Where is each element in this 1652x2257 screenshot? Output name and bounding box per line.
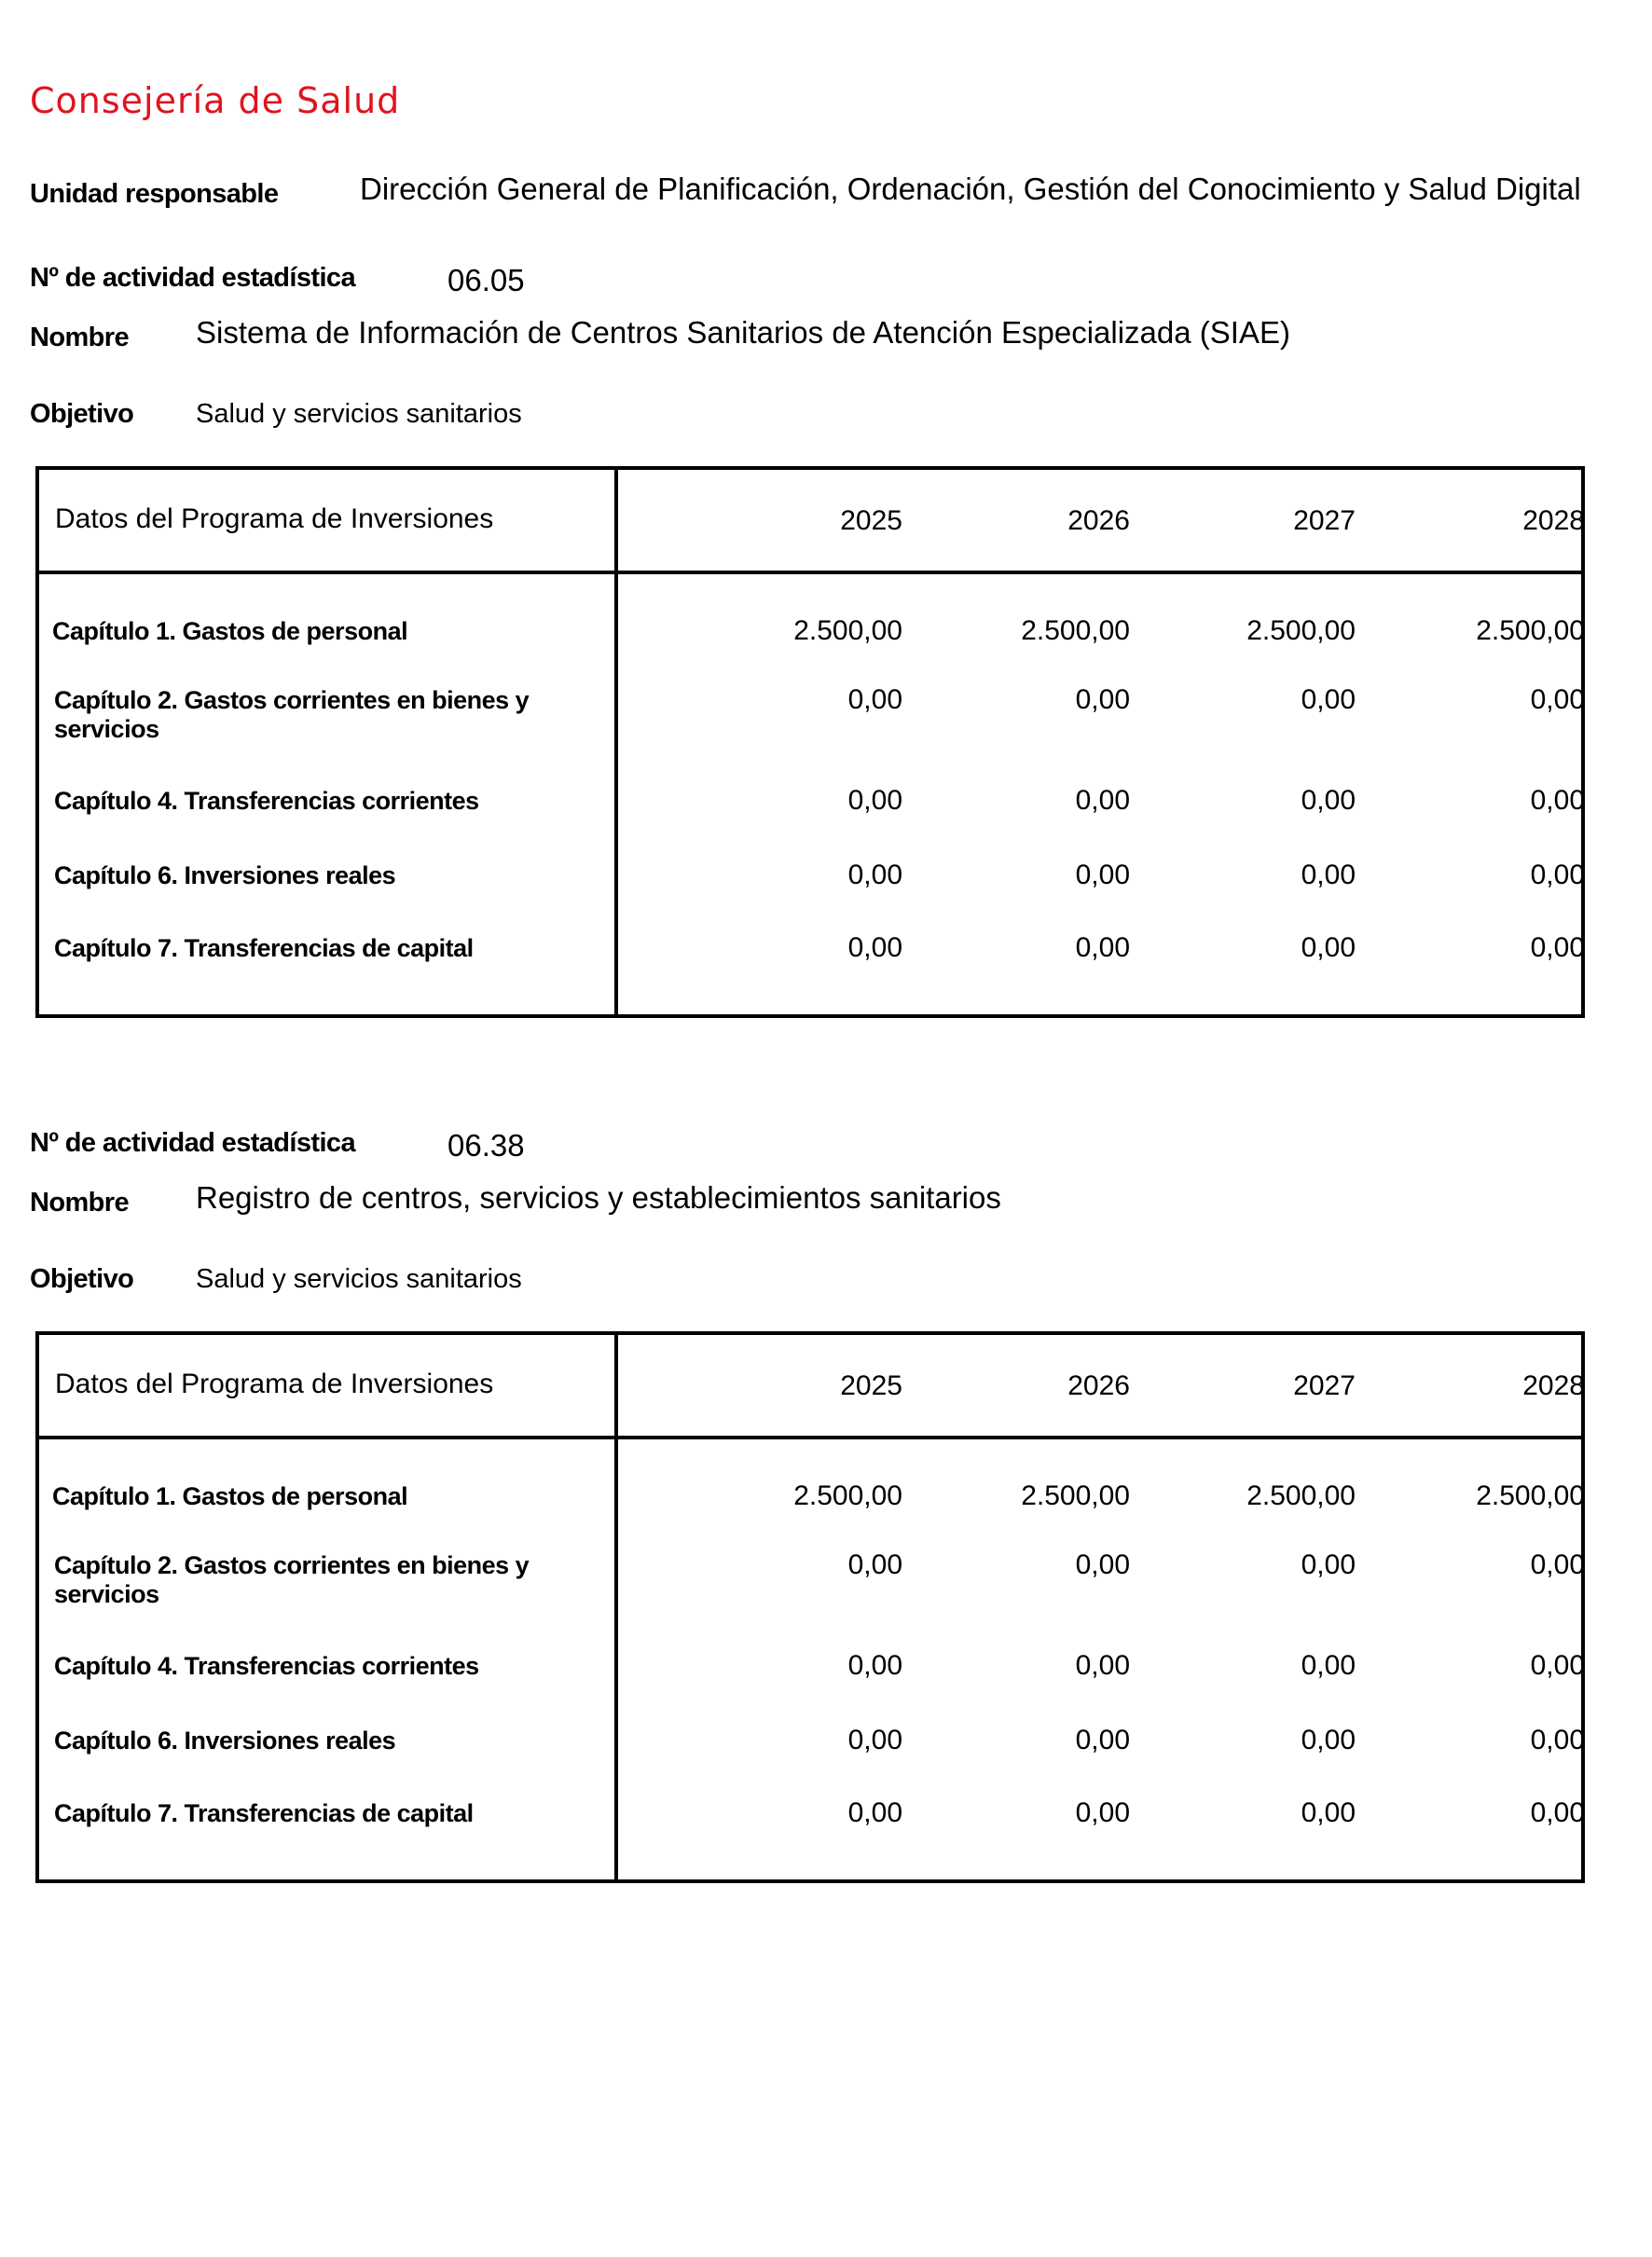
year-header: 2028 bbox=[1522, 1370, 1585, 1401]
department-title: Consejería de Salud bbox=[30, 80, 401, 121]
table-cell: 0,00 bbox=[1530, 1549, 1585, 1580]
table-cell: 0,00 bbox=[847, 785, 902, 816]
year-header: 2025 bbox=[840, 1370, 902, 1401]
table-header-label: Datos del Programa de Inversiones bbox=[55, 1369, 494, 1399]
actividad-label: Nº de actividad estadística bbox=[30, 263, 355, 293]
table-cell: 2.500,00 bbox=[1021, 1480, 1130, 1511]
table-cell: 0,00 bbox=[1301, 1650, 1356, 1681]
table-cell: 0,00 bbox=[1530, 1650, 1585, 1681]
chapter-label: Capítulo 6. Inversiones reales bbox=[54, 861, 396, 889]
table-cell: 0,00 bbox=[1301, 1549, 1356, 1580]
objetivo-label: Objetivo bbox=[30, 399, 134, 429]
objetivo-label: Objetivo bbox=[30, 1264, 134, 1294]
table-cell: 0,00 bbox=[1530, 785, 1585, 816]
table-cell: 0,00 bbox=[1075, 785, 1130, 816]
table-cell: 2.500,00 bbox=[1246, 615, 1356, 646]
chapter-label: Capítulo 4. Transferencias corrientes bbox=[54, 787, 479, 815]
table-cell: 0,00 bbox=[1301, 785, 1356, 816]
chapter-label: Capítulo 1. Gastos de personal bbox=[52, 617, 408, 645]
table-cell: 0,00 bbox=[1075, 1725, 1130, 1755]
table-cell: 2.500,00 bbox=[793, 615, 902, 646]
table-cell: 0,00 bbox=[1075, 1650, 1130, 1681]
column-divider bbox=[614, 1335, 618, 1879]
actividad-number: 06.38 bbox=[447, 1128, 525, 1163]
nombre-label: Nombre bbox=[30, 323, 129, 352]
table-cell: 0,00 bbox=[1530, 860, 1585, 890]
year-header: 2025 bbox=[840, 505, 902, 536]
table-cell: 0,00 bbox=[1530, 932, 1585, 963]
table-cell: 2.500,00 bbox=[1476, 615, 1585, 646]
chapter-label: Capítulo 4. Transferencias corrientes bbox=[54, 1652, 479, 1680]
table-cell: 2.500,00 bbox=[793, 1480, 902, 1511]
table-cell: 0,00 bbox=[847, 1725, 902, 1755]
objetivo-value: Salud y servicios sanitarios bbox=[196, 1264, 522, 1294]
table-cell: 0,00 bbox=[1075, 1797, 1130, 1828]
year-header: 2026 bbox=[1067, 505, 1130, 536]
unidad-responsable-label: Unidad responsable bbox=[30, 179, 279, 209]
table-cell: 0,00 bbox=[1075, 932, 1130, 963]
chapter-label: Capítulo 2. Gastos corrientes en bienes y servicios bbox=[54, 686, 530, 743]
chapter-label: Capítulo 1. Gastos de personal bbox=[52, 1482, 408, 1510]
nombre-value: Sistema de Información de Centros Sanitarios de Atención Especializada (SIAE) bbox=[196, 315, 1290, 350]
investment-table bbox=[35, 466, 1585, 1018]
table-header-label: Datos del Programa de Inversiones bbox=[55, 503, 494, 534]
chapter-label: Capítulo 7. Transferencias de capital bbox=[54, 1799, 474, 1827]
investment-table bbox=[35, 1331, 1585, 1883]
nombre-label: Nombre bbox=[30, 1188, 129, 1218]
year-header: 2027 bbox=[1293, 1370, 1356, 1401]
table-cell: 0,00 bbox=[847, 932, 902, 963]
table-cell: 0,00 bbox=[1530, 1725, 1585, 1755]
column-divider bbox=[614, 470, 618, 1014]
table-cell: 0,00 bbox=[1075, 1549, 1130, 1580]
year-header: 2027 bbox=[1293, 505, 1356, 536]
chapter-label: Capítulo 6. Inversiones reales bbox=[54, 1727, 396, 1755]
table-cell: 2.500,00 bbox=[1021, 615, 1130, 646]
table-cell: 2.500,00 bbox=[1246, 1480, 1356, 1511]
header-divider bbox=[39, 1436, 1581, 1439]
table-cell: 0,00 bbox=[1075, 860, 1130, 890]
chapter-label: Capítulo 7. Transferencias de capital bbox=[54, 934, 474, 962]
chapter-label: Capítulo 2. Gastos corrientes en bienes y servicios bbox=[54, 1551, 530, 1608]
table-cell: 0,00 bbox=[847, 860, 902, 890]
year-header: 2026 bbox=[1067, 1370, 1130, 1401]
nombre-value: Registro de centros, servicios y establecimientos sanitarios bbox=[196, 1180, 1001, 1215]
table-cell: 2.500,00 bbox=[1476, 1480, 1585, 1511]
table-cell: 0,00 bbox=[847, 1650, 902, 1681]
table-cell: 0,00 bbox=[1301, 932, 1356, 963]
table-cell: 0,00 bbox=[1530, 684, 1585, 715]
table-cell: 0,00 bbox=[1301, 684, 1356, 715]
unidad-responsable-value: Dirección General de Planificación, Ordenación, Gestión del Conocimiento y Salud Digital bbox=[360, 172, 1581, 206]
table-cell: 0,00 bbox=[847, 1797, 902, 1828]
table-cell: 0,00 bbox=[1301, 1797, 1356, 1828]
year-header: 2028 bbox=[1522, 505, 1585, 536]
objetivo-value: Salud y servicios sanitarios bbox=[196, 399, 522, 429]
table-cell: 0,00 bbox=[1301, 1725, 1356, 1755]
actividad-number: 06.05 bbox=[447, 263, 525, 297]
table-cell: 0,00 bbox=[847, 1549, 902, 1580]
table-cell: 0,00 bbox=[1075, 684, 1130, 715]
table-cell: 0,00 bbox=[847, 684, 902, 715]
table-cell: 0,00 bbox=[1530, 1797, 1585, 1828]
actividad-label: Nº de actividad estadística bbox=[30, 1128, 355, 1158]
table-cell: 0,00 bbox=[1301, 860, 1356, 890]
header-divider bbox=[39, 571, 1581, 574]
